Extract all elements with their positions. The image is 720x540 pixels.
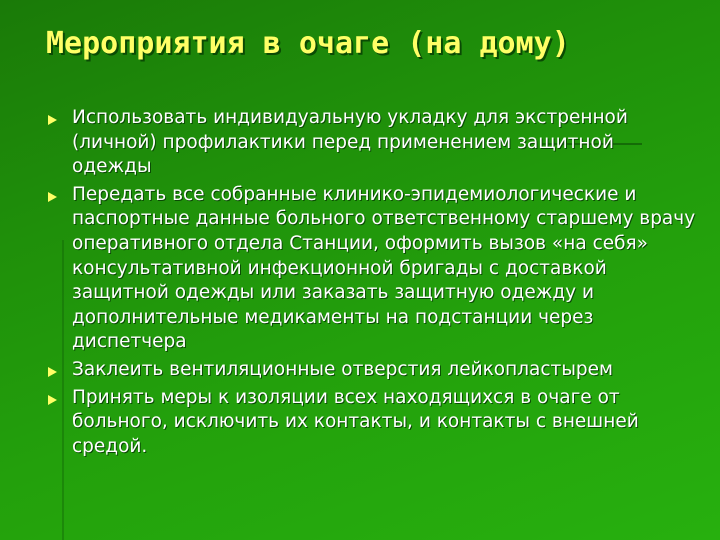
bullet-arrow-icon: [48, 367, 57, 377]
slide-title: Мероприятия в очаге (на дому): [46, 26, 570, 61]
bullet-item: [46, 358, 696, 383]
bullet-text: Передать все собранные клинико-эпидемиологические и паспортные данные больного ответственному старшему врачу оперативного отдела Станции, оформить вызов «на себя» консультативной инфекционной бригады с доставкой защитной одежды или заказать защитную одежду и дополнительные медикаменты на подстанции через диспетчера: [72, 183, 696, 353]
bullet-text: Принять меры к изоляции всех находящихся в очаге от больного, исключить их контакты, и контакты с внешней средой.: [72, 386, 639, 457]
bullet-arrow-icon: [48, 115, 57, 125]
bullet-item: [46, 106, 696, 180]
bullet-item: [46, 183, 696, 355]
bullet-item: [46, 386, 696, 460]
bullet-arrow-icon: [48, 395, 57, 405]
bullet-list: [46, 106, 696, 462]
bullet-arrow-icon: [48, 192, 57, 202]
bullet-text: Заклеить вентиляционные отверстия лейкопластырем: [72, 358, 614, 380]
bullet-text: Использовать индивидуальную укладку для экстренной (личной) профилактики перед применением защитной одежды: [72, 107, 628, 178]
